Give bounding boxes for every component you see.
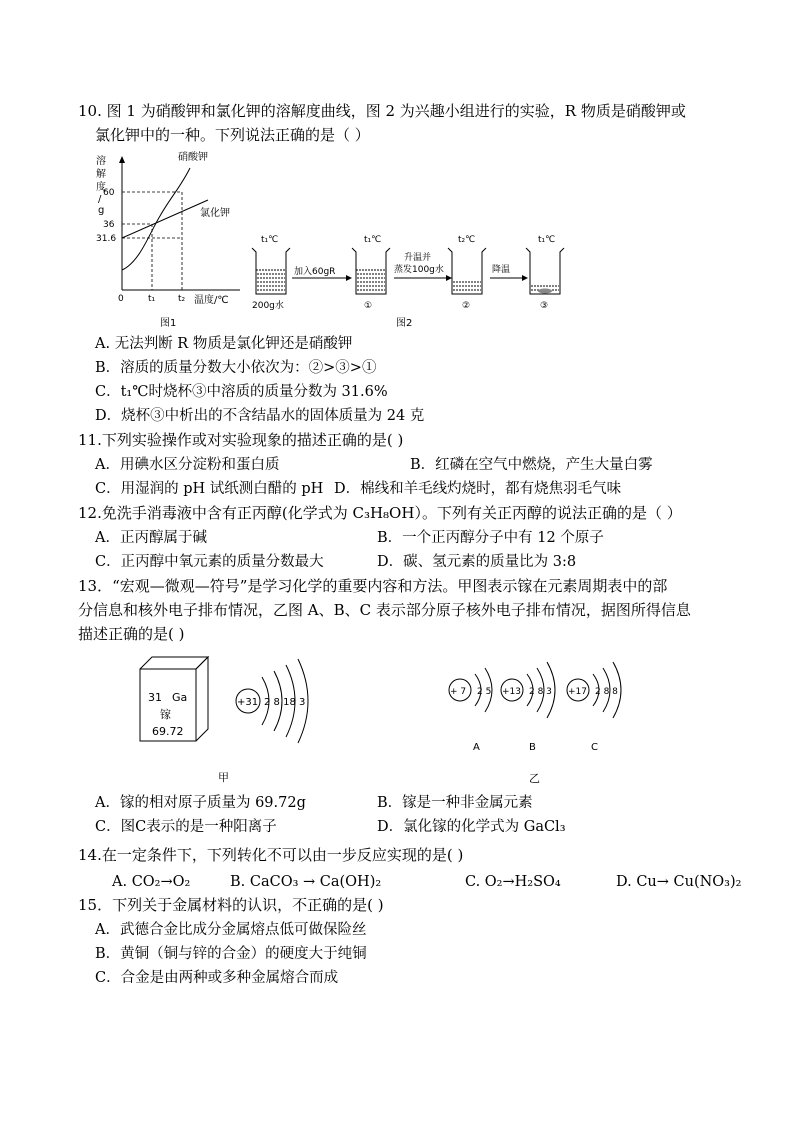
caption-yi: 乙 [529, 772, 540, 785]
atom-a-nucleus: + 7 [450, 687, 467, 697]
q11-option-a[interactable]: A．用碘水区分淀粉和蛋白质 [95, 457, 280, 473]
q13-stem-line1: 13．“宏观—微观—符号”是学习化学的重要内容和方法。甲图表示镓在元素周期表中的部 [78, 577, 668, 595]
ytick-36: 36 [103, 220, 115, 230]
q11-stem: 11.下列实验操作或对实验现象的描述正确的是( ) [78, 431, 404, 449]
temp-label-1: t₁℃ [261, 235, 279, 245]
beaker-3 [448, 248, 486, 294]
atoms-figure [445, 648, 665, 788]
ylabel-char: g [98, 205, 105, 216]
q12-option-c[interactable]: C．正丙醇中氧元素的质量分数最大 [95, 554, 324, 570]
ga-mass: 69.72 [152, 725, 184, 738]
q11-option-b[interactable]: B．红磷在空气中燃烧，产生大量白雾 [410, 457, 653, 473]
atom-c-label: C [591, 742, 598, 753]
kno3-curve [122, 168, 190, 270]
fig1-caption: 图1 [160, 318, 177, 329]
q13-option-a[interactable]: A．镓的相对原子质量为 69.72g [95, 795, 306, 811]
q13-stem-line3: 描述正确的是( ) [78, 625, 185, 643]
atom-b-label: B [529, 742, 536, 753]
beaker-label-1: ① [364, 301, 373, 311]
atom-b-shells: 2 8 3 [529, 687, 552, 697]
ylabel-char: 解 [96, 169, 106, 180]
xlabel: 温度/℃ [194, 295, 229, 306]
experiment-diagram [248, 228, 588, 330]
fig2-caption: 图2 [396, 318, 413, 329]
atom-c-shells: 2 8 8 [595, 687, 618, 697]
kcl-label: 氯化钾 [200, 208, 230, 219]
kcl-line [122, 200, 208, 238]
xtick-0: 0 [118, 294, 124, 304]
ytick-60: 60 [103, 188, 115, 198]
gallium-figure [130, 645, 330, 785]
atom-a-shells: 2 5 [477, 687, 492, 697]
q14-option-d[interactable]: D. Cu→ Cu(NO₃)₂ [616, 874, 742, 890]
beaker-4 [526, 248, 564, 294]
temp-label-2: t₁℃ [364, 235, 382, 245]
caption-jia: 甲 [218, 771, 229, 784]
atom-a-label: A [473, 742, 480, 753]
xtick-t1: t₁ [148, 294, 156, 304]
atom-c-nucleus: +17 [568, 687, 587, 697]
ga-symbol: Ga [172, 691, 188, 704]
q11-option-d[interactable]: D．棉线和羊毛线灼烧时，都有烧焦羽毛气味 [334, 481, 622, 497]
temp-label-4: t₁℃ [538, 235, 556, 245]
ytick-31.6: 31.6 [96, 234, 117, 244]
q14-option-b[interactable]: B. CaCO₃ → Ca(OH)₂ [230, 874, 382, 890]
q10-option-d[interactable]: D．烧杯③中析出的不含结晶水的固体质量为 24 克 [95, 408, 425, 424]
q13-option-b[interactable]: B．镓是一种非金属元素 [377, 795, 533, 811]
q15-option-a[interactable]: A．武德合金比成分金属熔点低可做保险丝 [95, 922, 367, 938]
arrow1-label: 加入60gR [294, 267, 336, 277]
q10-option-b[interactable]: B．溶质的质量分数大小依次为：②>③>① [95, 360, 377, 376]
beaker-2 [352, 248, 390, 294]
q12-option-b[interactable]: B．一个正丙醇分子中有 12 个原子 [377, 530, 604, 546]
q13-option-c[interactable]: C．图C表示的是一种阳离子 [95, 819, 277, 835]
ga-shells: 2 8 18 3 [264, 697, 306, 708]
solubility-chart [90, 150, 250, 330]
ga-atomic-number: 31 [148, 691, 162, 704]
ylabel-char: 度 [96, 182, 106, 193]
q11-option-c[interactable]: C．用湿润的 pH 试纸测白醋的 pH [95, 481, 324, 497]
q15-option-b[interactable]: B．黄铜（铜与锌的合金）的硬度大于纯铜 [95, 946, 367, 962]
xtick-t2: t₂ [178, 294, 186, 304]
q15-option-c[interactable]: C．合金是由两种或多种金属熔合而成 [95, 970, 339, 986]
q10-option-c[interactable]: C．t₁℃时烧杯③中溶质的质量分数为 31.6% [95, 384, 388, 400]
q10-stem-line2: 氯化钾中的一种。下列说法正确的是（ ） [95, 126, 370, 144]
q14-stem: 14.在一定条件下，下列转化不可以由一步反应实现的是( ) [78, 846, 464, 864]
arrow2-label-1: 升温并 [404, 253, 432, 263]
ylabel-char: 溶 [96, 156, 106, 167]
q13-option-d[interactable]: D．氯化镓的化学式为 GaCl₃ [377, 819, 566, 835]
kno3-label: 硝酸钾 [178, 152, 208, 163]
beaker-1 [252, 248, 290, 294]
ylabel-char: / [98, 194, 102, 205]
arrow3-label: 降温 [492, 265, 511, 275]
q14-option-c[interactable]: C. O₂→H₂SO₄ [465, 874, 561, 890]
q10-stem-line1: 10. 图 1 为硝酸钾和氯化钾的溶解度曲线，图 2 为兴趣小组进行的实验，R 物质是硝酸钾或 [78, 102, 686, 120]
arrow2-label-2: 蒸发100g水 [394, 265, 444, 275]
q10-option-a[interactable]: A. 无法判断 R 物质是氯化钾还是硝酸钾 [95, 336, 353, 352]
ga-name: 镓 [160, 708, 171, 721]
q13-stem-line2: 分信息和核外电子排布情况，乙图 A、B、C 表示部分原子核外电子排布情况，据图所得信息 [78, 601, 691, 619]
atom-b-nucleus: +13 [502, 687, 521, 697]
q12-option-a[interactable]: A．正丙醇属于碱 [95, 530, 207, 546]
q12-stem: 12.免洗手消毒液中含有正丙醇(化学式为 C₃H₈OH）。下列有关正丙醇的说法正确的是（ ） [78, 504, 682, 522]
ga-nucleus: +31 [237, 697, 259, 708]
beaker-label-3: ③ [540, 301, 549, 311]
temp-label-3: t₂℃ [458, 235, 476, 245]
water-label: 200g水 [252, 301, 284, 311]
q12-option-d[interactable]: D．碳、氢元素的质量比为 3:8 [377, 554, 577, 570]
beaker-label-2: ② [462, 301, 471, 311]
q14-option-a[interactable]: A. CO₂→O₂ [112, 874, 191, 890]
q15-stem: 15．下列关于金属材料的认识，不正确的是( ) [78, 896, 384, 914]
